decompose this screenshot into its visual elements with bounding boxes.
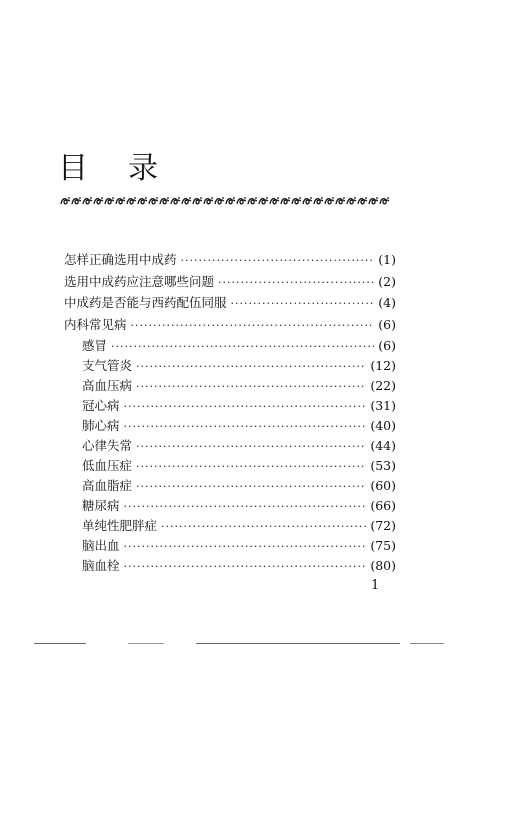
toc-entry-page: (80) [370, 558, 396, 573]
toc-entry[interactable] [82, 476, 396, 496]
toc-entry-label: 低血压症 [82, 458, 133, 473]
toc-entry-label: 中成药是否能与西药配伍同服 [64, 295, 227, 310]
toc-entry[interactable] [64, 315, 396, 335]
dot-leader [136, 457, 366, 477]
toc-entry[interactable] [82, 496, 396, 516]
toc-entry[interactable] [82, 536, 396, 556]
toc-entry[interactable] [82, 436, 396, 456]
toc-entry-label: 内科常见病 [64, 317, 127, 332]
toc-entry-page: (72) [370, 518, 396, 533]
dot-leader [136, 377, 366, 397]
scan-artifact-line [34, 643, 86, 644]
toc-entry[interactable] [82, 336, 396, 356]
toc-entry-page: (4) [378, 295, 396, 310]
toc-entry-page: (6) [378, 338, 396, 353]
toc-entry[interactable] [82, 556, 396, 576]
toc-entry[interactable] [82, 516, 396, 536]
toc-entry-page: (6) [378, 317, 396, 332]
toc-entry-label: 选用中成药应注意哪些问题 [64, 274, 215, 289]
toc-entry-label: 心律失常 [82, 438, 133, 453]
scan-artifact-line [410, 643, 444, 644]
toc-entry-label: 高血压病 [82, 378, 133, 393]
toc-entry-label: 冠心病 [82, 398, 120, 413]
scan-artifact-line [128, 643, 164, 644]
toc-entry-label: 糖尿病 [82, 498, 120, 513]
dot-leader [231, 294, 375, 314]
toc-entry-label: 单纯性肥胖症 [82, 518, 158, 533]
toc-entry-page: (12) [370, 358, 396, 373]
toc-entry-page: (22) [370, 378, 396, 393]
toc-entry-label: 怎样正确选用中成药 [64, 252, 177, 267]
toc-entry[interactable] [64, 250, 396, 270]
toc-entry-page: (40) [370, 418, 396, 433]
dot-leader [124, 417, 367, 437]
toc-entry-label: 高血脂症 [82, 478, 133, 493]
dot-leader [124, 397, 367, 417]
dot-leader [136, 437, 366, 457]
toc-entry[interactable] [82, 416, 396, 436]
toc-entry[interactable] [82, 356, 396, 376]
dot-leader [136, 357, 366, 377]
dot-leader [161, 517, 366, 537]
dot-leader [181, 251, 375, 271]
toc-entry[interactable] [82, 456, 396, 476]
toc-entry-page: (53) [370, 458, 396, 473]
toc-entry-page: (60) [370, 478, 396, 493]
toc-entry[interactable] [64, 272, 396, 292]
toc-entry-page: (75) [370, 538, 396, 553]
toc-entry-page: (44) [370, 438, 396, 453]
dot-leader [218, 273, 374, 293]
dot-leader [136, 477, 366, 497]
page-number: 1 [371, 578, 380, 593]
title-char-2: 录 [128, 151, 158, 186]
dot-leader [124, 537, 367, 557]
dot-leader [124, 497, 367, 517]
toc-entry-label: 感冒 [82, 338, 108, 353]
toc-entry[interactable] [64, 293, 396, 313]
toc-entry-page: (2) [378, 274, 396, 289]
toc-entry[interactable] [82, 376, 396, 396]
toc-entry-page: (66) [370, 498, 396, 513]
toc-entry-label: 脑血栓 [82, 558, 120, 573]
scan-artifact-line [196, 643, 400, 644]
toc-entry-label: 脑出血 [82, 538, 120, 553]
dot-leader [131, 316, 375, 336]
toc-entry-label: 肺心病 [82, 418, 120, 433]
toc-entry[interactable] [82, 396, 396, 416]
toc-entry-page: (31) [370, 398, 396, 413]
dot-leader [111, 337, 374, 357]
dot-leader [124, 557, 367, 577]
toc-entry-label: 支气管炎 [82, 358, 133, 373]
toc-entry-page: (1) [378, 252, 396, 267]
title-char-1: 目 [58, 151, 88, 186]
